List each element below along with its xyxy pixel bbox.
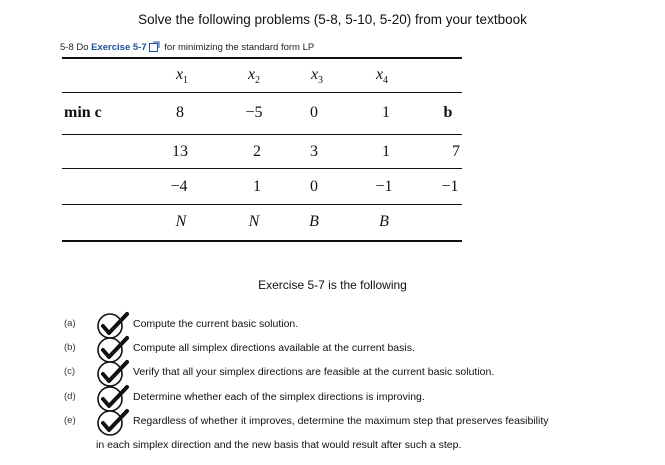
cell-r4-c2: N (248, 213, 260, 230)
row-label-min-c: min c (64, 104, 102, 121)
cell-r1-c1: 8 (176, 104, 184, 121)
problem-text-d: Determine whether each of the simplex directions is improving. (133, 391, 425, 403)
cell-r2-c4: 1 (382, 143, 390, 160)
cell-r3-rhs: −1 (441, 178, 459, 195)
column-header-x2: $x_2$ (247, 66, 261, 87)
problem-text-a: Compute the current basic solution. (133, 318, 299, 330)
table-bottom-rule (62, 240, 462, 242)
cell-r4-c4: B (379, 213, 389, 230)
cell-r3-c2: 1 (253, 178, 261, 195)
problem-text-e-continuation: in each simplex direction and the new basis that would result after such a step. (96, 439, 462, 451)
exercise-caption: Exercise 5-7 is the following (258, 278, 407, 292)
cell-r1-c2: −5 (245, 104, 263, 121)
table-row-rule-2 (62, 168, 462, 169)
cell-r2-c3: 3 (310, 143, 318, 160)
problem-label-a: (a) (64, 318, 76, 329)
page-header: Solve the following problems (5-8, 5-10, 5-20) from your textbook (138, 12, 527, 27)
table-row-rule-1 (62, 134, 462, 135)
problem-label-d: (d) (64, 391, 76, 402)
exercise-instruction (60, 41, 314, 55)
column-header-x4: $x_4$ (375, 66, 389, 87)
cell-r1-rhs: b (443, 104, 453, 121)
cell-r2-rhs: 7 (452, 143, 460, 160)
table-top-rule (62, 57, 462, 59)
check-icon (96, 408, 130, 438)
cell-r3-c4: −1 (375, 178, 393, 195)
problem-text-c: Verify that all your simplex directions are feasible at the current basic solution. (133, 366, 495, 378)
table-header-rule (62, 92, 462, 93)
problem-text-e: Regardless of whether it improves, determine the maximum step that preserves feasibility (133, 415, 549, 427)
problem-label-c: (c) (64, 366, 76, 377)
problem-label-e: (e) (64, 415, 76, 426)
cell-r1-c4: 1 (382, 104, 390, 121)
cell-r1-c3: 0 (310, 104, 318, 121)
cell-r4-c1: N (175, 213, 187, 230)
table-row-rule-3 (62, 204, 462, 205)
external-link-icon[interactable] (149, 41, 160, 55)
problem-text-b: Compute all simplex directions available at the current basis. (133, 342, 415, 354)
problem-label-b: (b) (64, 342, 76, 353)
cell-r2-c1: 13 (172, 143, 188, 160)
column-header-x3: $x_3$ (310, 66, 324, 87)
column-header-x1: $x_1$ (175, 66, 189, 87)
cell-r3-c3: 0 (310, 178, 318, 195)
cell-r2-c2: 2 (253, 143, 261, 160)
instruction-prefix: 5-8 Do (60, 42, 89, 53)
cell-r4-c3: B (309, 213, 319, 230)
instruction-suffix: for minimizing the standard form LP (164, 42, 315, 53)
exercise-link[interactable]: Exercise 5-7 (91, 42, 147, 53)
cell-r3-c1: −4 (170, 178, 188, 195)
